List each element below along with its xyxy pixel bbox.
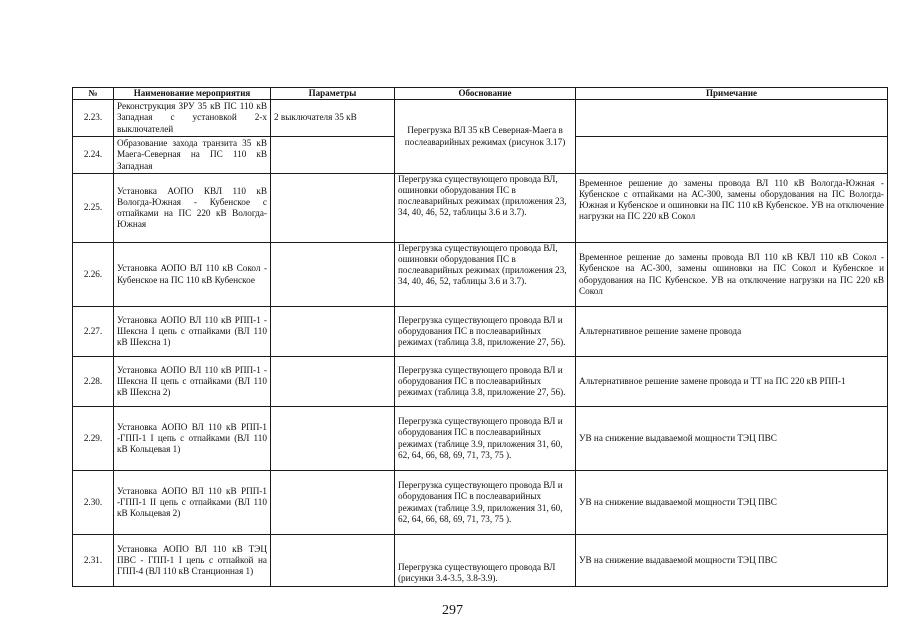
measure-params	[271, 174, 395, 243]
measure-justification: Перегрузка существующего провода ВЛ и оборудования ПС в послеаварийных режимах (таблица 3.8, приложение 27, 56).	[395, 307, 576, 357]
measure-params	[271, 307, 395, 357]
table-header-row	[73, 88, 888, 100]
measure-name: Образование захода транзита 35 кВ Маега-Северная на ПС 110 кВ Западная	[114, 137, 271, 174]
measure-params	[271, 471, 395, 535]
row-number: 2.29.	[73, 407, 114, 471]
measure-name: Установка АОПО КВЛ 110 кВ Вологда-Южная - Кубенское с отпайками на ПС 220 кВ Вологда-Южная	[114, 174, 271, 243]
measure-params	[271, 357, 395, 407]
measure-params	[271, 137, 395, 174]
measure-name: Установка АОПО ВЛ 110 кВ ТЭЦ ПВС - ГПП-1 I цепь с отпайкой на ГПП-4 (ВЛ 110 кВ Станционная 1)	[114, 535, 271, 587]
table-row	[73, 407, 888, 471]
row-number: 2.25.	[73, 174, 114, 243]
table-row	[73, 174, 888, 243]
measure-name: Установка АОПО ВЛ 110 кВ РПП-1 - Шексна II цепь с отпайками (ВЛ 110 кВ Шексна 2)	[114, 357, 271, 407]
row-number: 2.31.	[73, 535, 114, 587]
row-number: 2.28.	[73, 357, 114, 407]
measure-note: Временное решение до замены провода ВЛ 110 кВ Вологда-Южная - Кубенское с отпайками на АС-300, замены оборудования на ПС Вологда-Южная и Кубенское и ошиновки на ПС 110 кВ Кубенское. УВ на отключение нагрузки на ПС 220 кВ Сокол	[576, 174, 888, 243]
row-number: 2.23.	[73, 100, 114, 137]
table-row	[73, 100, 888, 137]
measure-justification: Перегрузка существующего провода ВЛ и оборудования ПС в послеаварийных режимах (таблица 3.8, приложение 27, 56).	[395, 357, 576, 407]
measure-name: Установка АОПО ВЛ 110 кВ РПП-1 -ГПП-1 I цепь с отпайками (ВЛ 110 кВ Кольцевая 1)	[114, 407, 271, 471]
header-justification: Обоснование	[395, 88, 576, 100]
header-params: Параметры	[271, 88, 395, 100]
measure-note: УВ на снижение выдаваемой мощности ТЭЦ ПВС	[576, 407, 888, 471]
measure-params	[271, 407, 395, 471]
measure-justification: Перегрузка существующего провода ВЛ, ошиновки оборудования ПС в послеаварийных режимах (приложения 23, 34, 40, 46, 52, таблицы 3.6 и 3.7).	[395, 243, 576, 307]
table-row	[73, 243, 888, 307]
table-row	[73, 357, 888, 407]
measure-note	[576, 137, 888, 174]
table-row	[73, 471, 888, 535]
row-number: 2.30.	[73, 471, 114, 535]
table-row	[73, 535, 888, 587]
measure-name: Установка АОПО ВЛ 110 кВ РПП-1 -ГПП-1 II цепь с отпайками (ВЛ 110 кВ Кольцевая 2)	[114, 471, 271, 535]
measure-name: Установка АОПО ВЛ 110 кВ Сокол - Кубенское на ПС 110 кВ Кубенское	[114, 243, 271, 307]
header-num: №	[73, 88, 114, 100]
measure-justification: Перегрузка существующего провода ВЛ и оборудования ПС в послеаварийных режимах (таблице 3.9, приложения 31, 60, 62, 64, 66, 68, 69, 71, 73, 75 ).	[395, 407, 576, 471]
measure-justification: Перегрузка ВЛ 35 кВ Северная-Маега в послеаварийных режимах (рисунок 3.17)	[395, 100, 576, 174]
row-number: 2.24.	[73, 137, 114, 174]
measure-params	[271, 535, 395, 587]
measure-note	[576, 100, 888, 137]
measure-note: Временное решение до замены провода ВЛ 110 кВ КВЛ 110 кВ Сокол - Кубенское на АС-300, замены ошиновки на ПС Сокол и Кубенское и оборудования на ПС Кубенское. УВ на отключение нагрузки на ПС 220 кВ Сокол	[576, 243, 888, 307]
measure-note: Альтернативное решение замене провода и ТТ на ПС 220 кВ РПП-1	[576, 357, 888, 407]
page-number: 297	[442, 603, 463, 618]
header-note: Примечание	[576, 88, 888, 100]
measure-justification: Перегрузка существующего провода ВЛ, ошиновки оборудования ПС в послеаварийных режимах (приложения 23, 34, 40, 46, 52, таблицы 3.6 и 3.7).	[395, 174, 576, 243]
measure-note: Альтернативное решение замене провода	[576, 307, 888, 357]
row-number: 2.26.	[73, 243, 114, 307]
table-row	[73, 307, 888, 357]
measure-name: Реконструкция ЗРУ 35 кВ ПС 110 кВ Западная с установкой 2-х выключателей	[114, 100, 271, 137]
measure-justification: Перегрузка существующего провода ВЛ (рисунки 3.4-3.5, 3.8-3.9).	[395, 535, 576, 587]
measure-name: Установка АОПО ВЛ 110 кВ РПП-1 - Шексна I цепь с отпайками (ВЛ 110 кВ Шексна 1)	[114, 307, 271, 357]
measure-justification: Перегрузка существующего провода ВЛ и оборудования ПС в послеаварийных режимах (таблице 3.9, приложения 31, 60, 62, 64, 66, 68, 69, 71, 73, 75 ).	[395, 471, 576, 535]
measures-table	[72, 87, 888, 587]
row-number: 2.27.	[73, 307, 114, 357]
measure-params	[271, 243, 395, 307]
header-name: Наименование мероприятия	[114, 88, 271, 100]
measure-note: УВ на снижение выдаваемой мощности ТЭЦ ПВС	[576, 471, 888, 535]
measure-note: УВ на снижение выдаваемой мощности ТЭЦ ПВС	[576, 535, 888, 587]
measure-params: 2 выключателя 35 кВ	[271, 100, 395, 137]
